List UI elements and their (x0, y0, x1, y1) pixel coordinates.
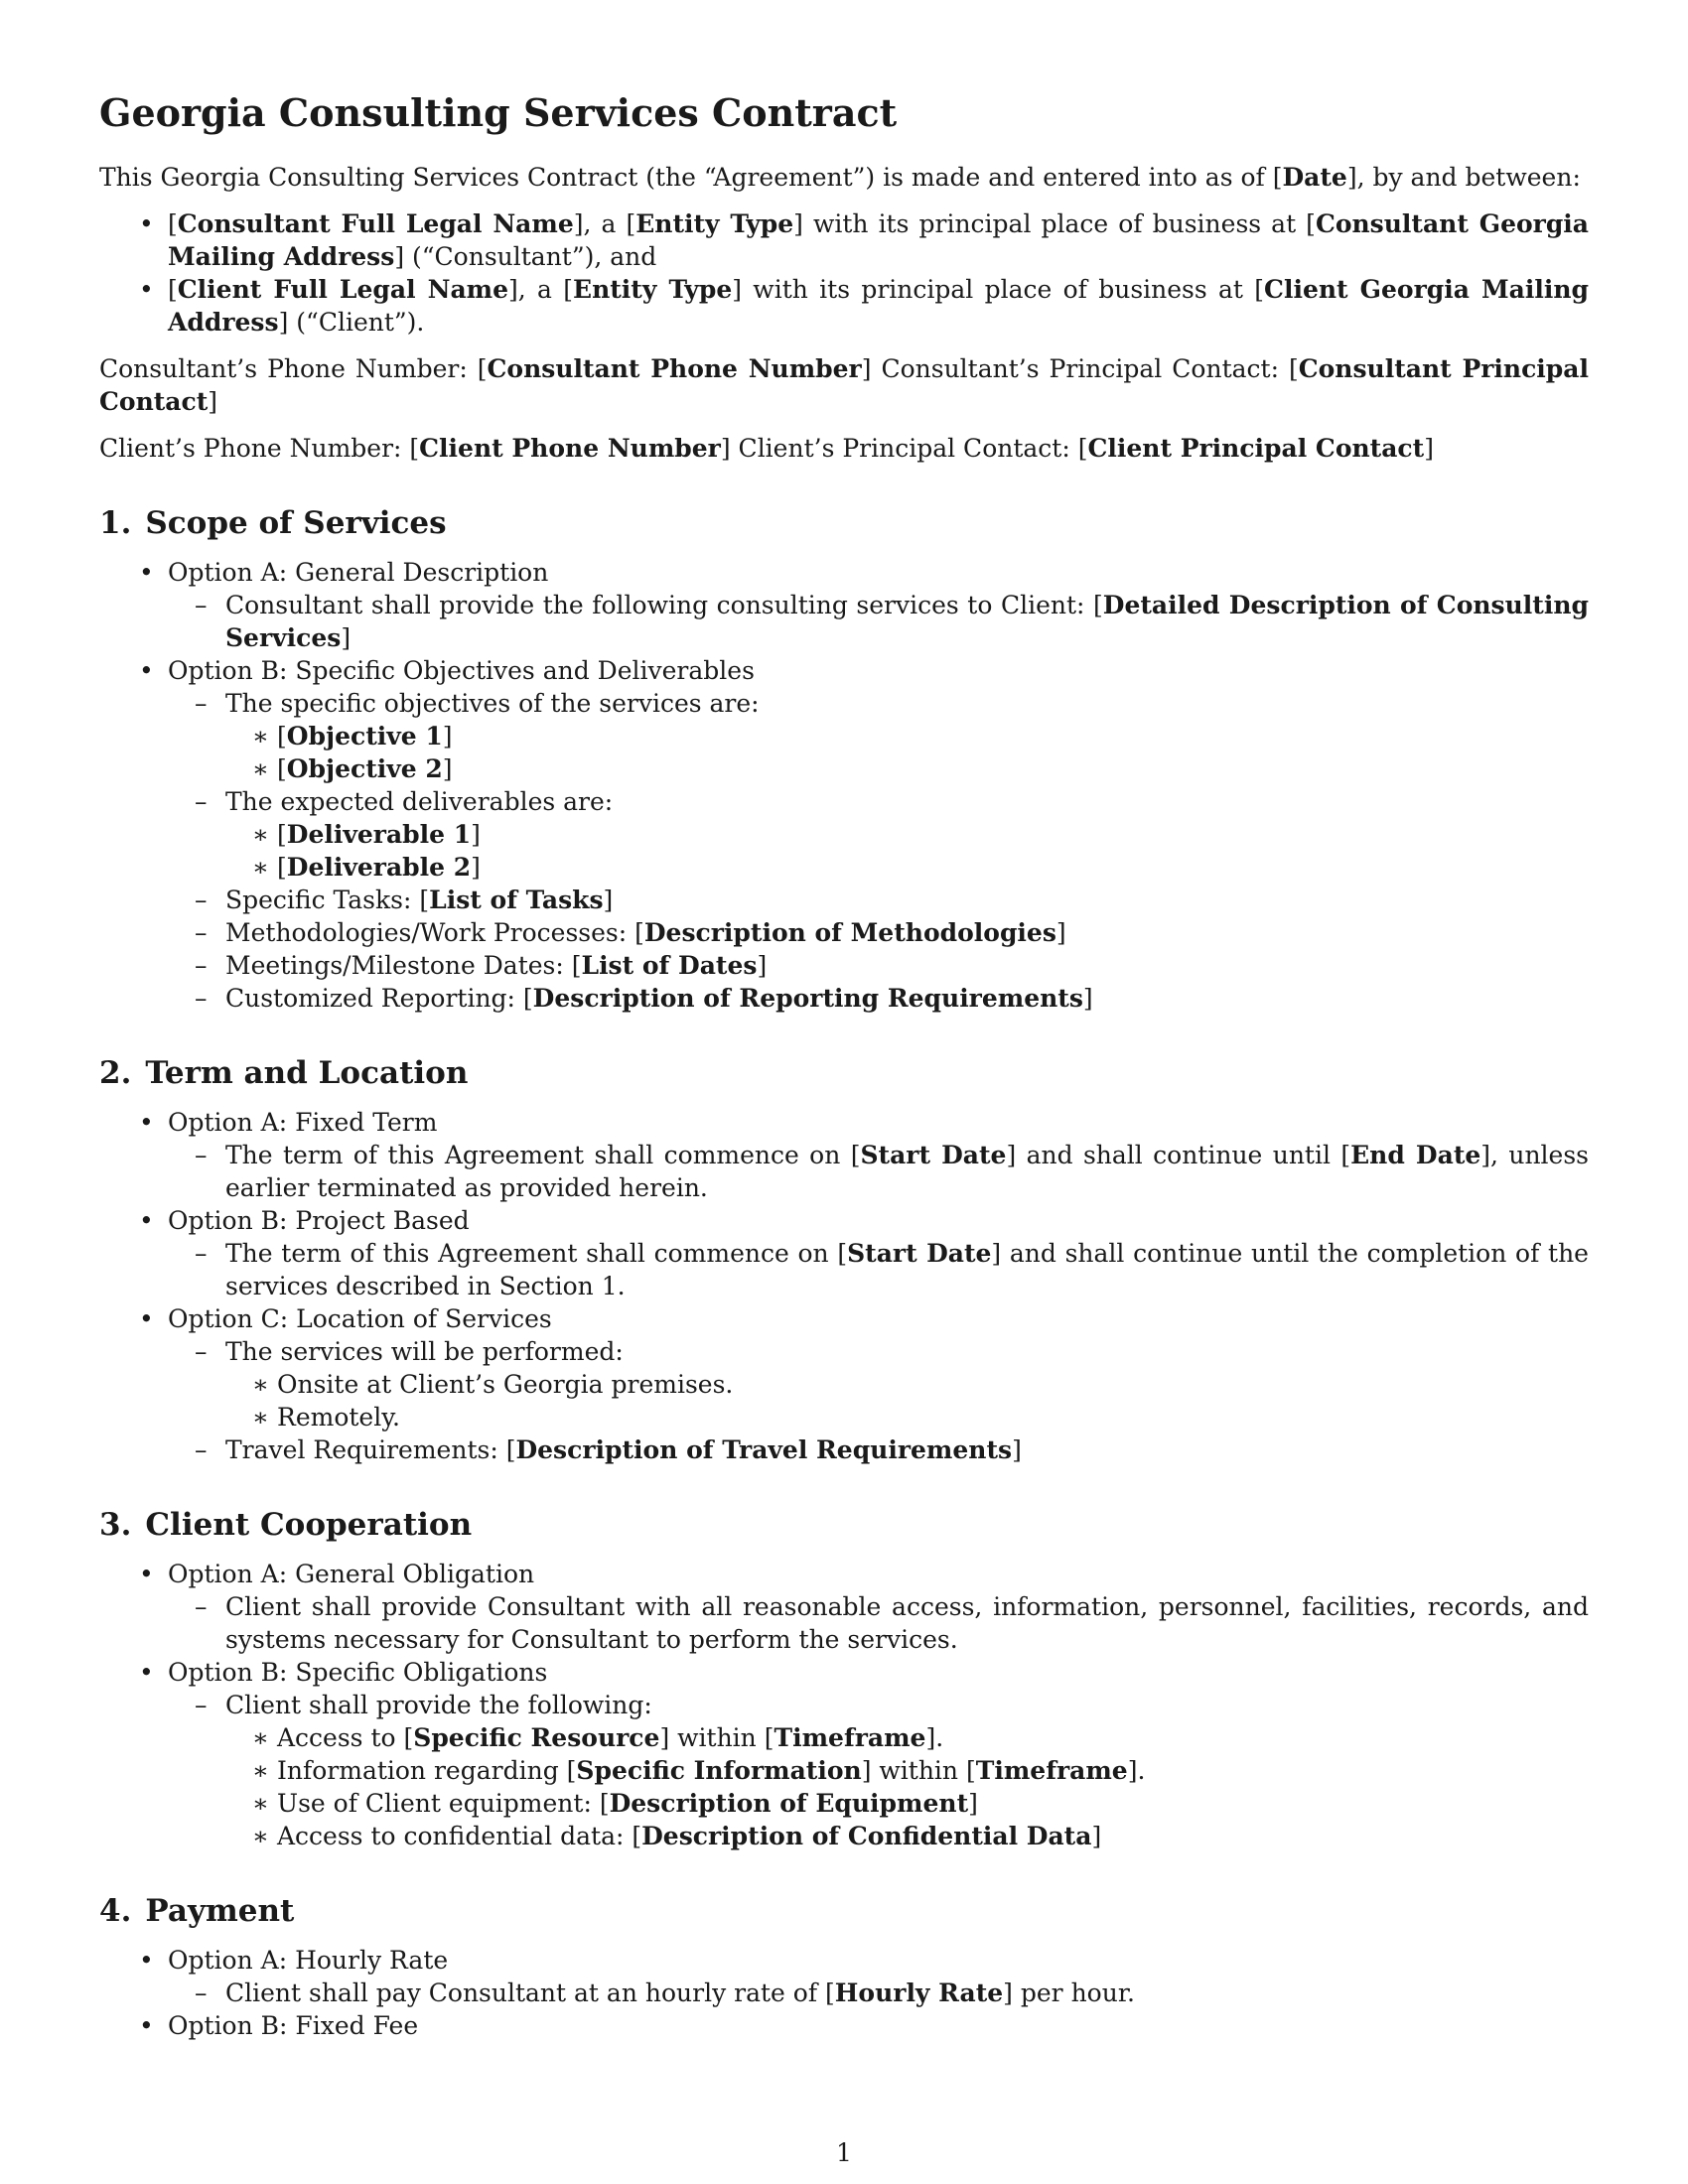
list-item: • Option B: Project Based – The term of this Agreement shall commence on [Start Date] and shall continue until the completion of the services described in Section 1. (99, 1204, 1589, 1302)
list-item: – Meetings/Milestone Dates: [List of Dates] (168, 949, 1589, 982)
list-item: • Option B: Specific Obligations – Client shall provide the following: ∗ Access to [Specific Resource] within [Timeframe]. ∗ Information regarding [Specific Information] within [Timeframe]. ∗ Use of Client equipment: [Description of Equipment] ∗ Access to confidential data: [Description of Confidential Data] (99, 1656, 1589, 1852)
intro-paragraph: This Georgia Consulting Services Contract (the “Agreement”) is made and entered into as of [Date], by and between: (99, 163, 1581, 192)
list-item: • Option C: Location of Services – The services will be performed: ∗ Onsite at Client’s Georgia premises. ∗ Remotely. – Travel Requirements: [Description of Travel Requirements] (99, 1302, 1589, 1466)
list-item: – Client shall pay Consultant at an hourly rate of [Hourly Rate] per hour. (168, 1977, 1589, 2009)
list-item: – Methodologies/Work Processes: [Description of Methodologies] (168, 916, 1589, 949)
list-item: • Option A: Hourly Rate – Client shall pay Consultant at an hourly rate of [Hourly Rate] per hour. (99, 1944, 1589, 2009)
list-item: – The term of this Agreement shall commence on [Start Date] and shall continue until the completion of the services described in Section 1. (168, 1237, 1589, 1302)
cooperation-options (99, 1558, 1589, 1852)
party-client: • [Client Full Legal Name], a [Entity Type] with its principal place of business at [Client Georgia Mailing Address] (“Client”). (99, 273, 1589, 339)
list-item: • Option A: General Description – Consultant shall provide the following consulting services to Client: [Detailed Description of Consulting Services] (99, 556, 1589, 654)
list-item: ∗ Information regarding [Specific Information] within [Timeframe]. (225, 1754, 1589, 1787)
list-item: ∗ Remotely. (225, 1401, 1589, 1433)
list-item: ∗ [Deliverable 1] (225, 818, 1589, 851)
party-consultant: • [Consultant Full Legal Name], a [Entity Type] with its principal place of business at [Consultant Georgia Mailing Address] (“Consultant”), and (99, 207, 1589, 273)
list-item: ∗ Onsite at Client’s Georgia premises. (225, 1368, 1589, 1401)
list-item: – The term of this Agreement shall commence on [Start Date] and shall continue until [End Date], unless earlier terminated as provided herein. (168, 1139, 1589, 1204)
list-item: – Client shall provide the following: ∗ Access to [Specific Resource] within [Timeframe]. ∗ Information regarding [Specific Information] within [Timeframe]. ∗ Use of Client equipment: [Description of Equipment] ∗ Access to confidential data: [Description of Confidential Data] (168, 1689, 1589, 1852)
list-item: • Option A: Fixed Term – The term of this Agreement shall commence on [Start Date] and shall continue until [End Date], unless earlier terminated as provided herein. (99, 1106, 1589, 1204)
document-title: Georgia Consulting Services Contract (99, 90, 898, 135)
list-item: ∗ Use of Client equipment: [Description of Equipment] (225, 1787, 1589, 1820)
list-item: – The specific objectives of the services are: ∗ [Objective 1] ∗ [Objective 2] (168, 687, 1589, 785)
list-item: • Option B: Fixed Fee (99, 2009, 1589, 2042)
list-item: ∗ Access to [Specific Resource] within [Timeframe]. (225, 1721, 1589, 1754)
list-item: – Specific Tasks: [List of Tasks] (168, 884, 1589, 916)
list-item: ∗ [Objective 1] (225, 720, 1589, 752)
list-item: • Option A: General Obligation – Client shall provide Consultant with all reasonable access, information, personnel, facilities, records, and systems necessary for Consultant to perform the services. (99, 1558, 1589, 1656)
list-item: – The expected deliverables are: ∗ [Deliverable 1] ∗ [Deliverable 2] (168, 785, 1589, 884)
list-item: ∗ Access to confidential data: [Description of Confidential Data] (225, 1820, 1589, 1852)
list-item: – Client shall provide Consultant with all reasonable access, information, personnel, facilities, records, and systems necessary for Consultant to perform the services. (168, 1590, 1589, 1656)
list-item: – Customized Reporting: [Description of Reporting Requirements] (168, 982, 1589, 1015)
scope-options (99, 556, 1589, 1015)
section-heading-cooperation: 3. Client Cooperation (99, 1507, 473, 1543)
term-options (99, 1106, 1589, 1466)
section-heading-term: 2. Term and Location (99, 1055, 469, 1091)
list-item: ∗ [Objective 2] (225, 752, 1589, 785)
list-item: ∗ [Deliverable 2] (225, 851, 1589, 884)
parties-list (99, 207, 1589, 339)
contract-page (99, 87, 1589, 2056)
client-contact-line: Client’s Phone Number: [Client Phone Number] Client’s Principal Contact: [Client Principal Contact] (99, 434, 1434, 463)
list-item: – Consultant shall provide the following consulting services to Client: [Detailed Description of Consulting Services] (168, 589, 1589, 654)
list-item: – Travel Requirements: [Description of Travel Requirements] (168, 1433, 1589, 1466)
section-heading-scope: 1. Scope of Services (99, 505, 447, 541)
list-item: – The services will be performed: ∗ Onsite at Client’s Georgia premises. ∗ Remotely. (168, 1335, 1589, 1433)
consultant-contact-line: Consultant’s Phone Number: [Consultant Phone Number] Consultant’s Principal Contact: [Consultant Principal Contact] (99, 354, 1589, 416)
list-item: • Option B: Specific Objectives and Deliverables – The specific objectives of the services are: ∗ [Objective 1] ∗ [Objective 2] – The expected deliverables are: ∗ [Deliverable 1] ∗ [Deliverable 2] – Specific Tasks: [List of Tasks] – Methodologies/Work Processes: [Description of Methodologies] – Meetings/Milestone Dates: [List of Dates] – Customized Reporting: [Description of Reporting Requirements] (99, 654, 1589, 1015)
payment-options (99, 1944, 1589, 2042)
page-number: 1 (836, 2138, 852, 2167)
section-heading-payment: 4. Payment (99, 1893, 295, 1929)
